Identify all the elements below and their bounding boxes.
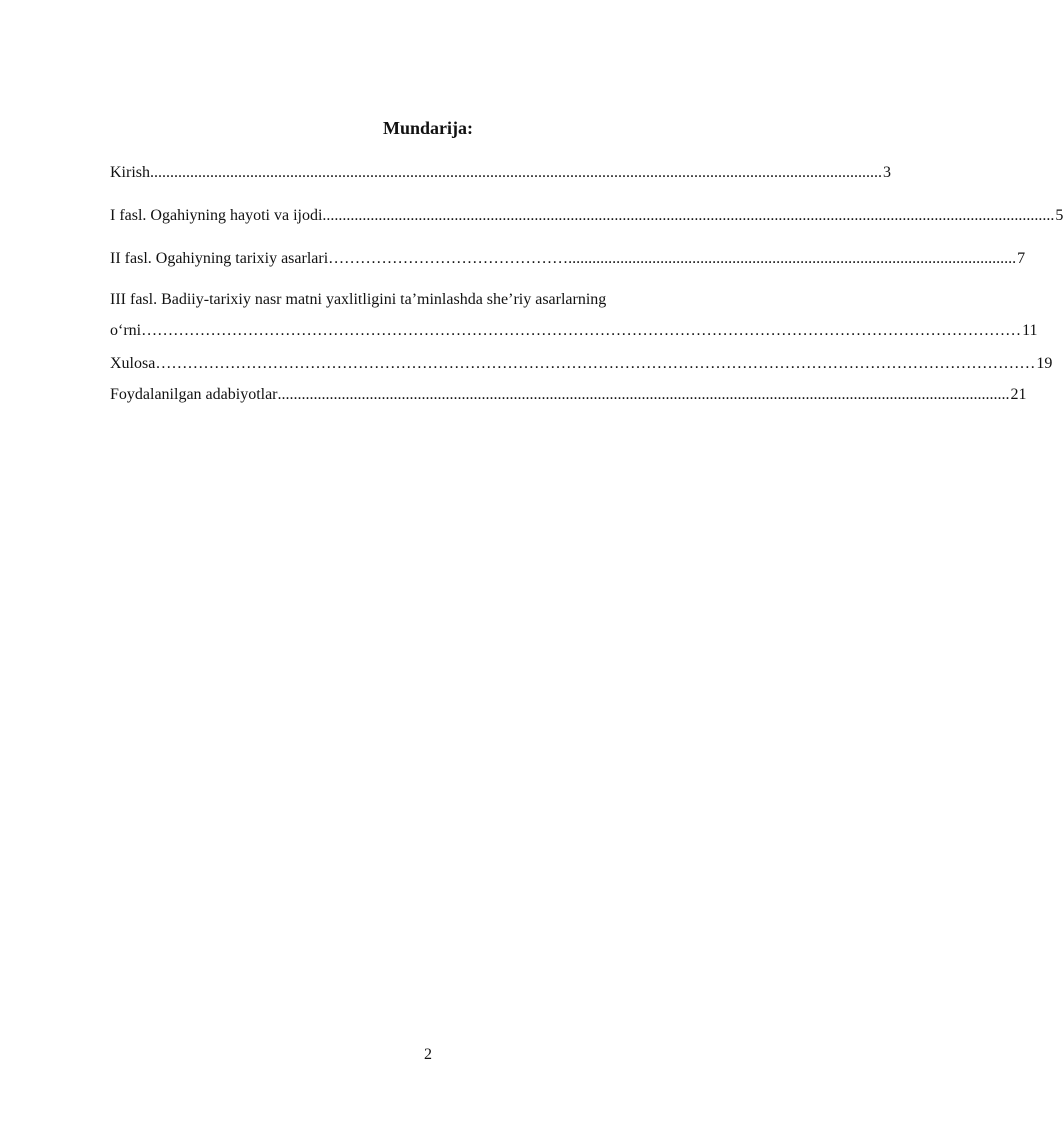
toc-entry-page: 11 <box>1022 322 1038 339</box>
toc-entry-label: II fasl. Ogahiyning tarixiy asarlari <box>110 250 329 267</box>
toc-leader-dots: ....................................................................................................................................................................................... <box>322 207 1055 224</box>
toc-entry-page: 19 <box>1036 355 1053 372</box>
toc-leader-dots: ………………………………………………………………………………………………………………………………………………… <box>155 355 1036 372</box>
page-number: 2 <box>424 1046 432 1063</box>
toc-entry-chapter-1[interactable] <box>110 203 1063 229</box>
toc-entry-bibliography[interactable] <box>110 382 1027 408</box>
toc-leader-dots: ………………………………………………………………………………………………………………………………………………… <box>141 322 1022 339</box>
toc-leader-dots: ....................................................................................................................................................................................... <box>277 386 1010 403</box>
toc-leader-dots: ....................................................................................................................................................................................... <box>150 164 882 181</box>
toc-entry-chapter-3[interactable] <box>110 318 1038 344</box>
toc-heading: Mundarija: <box>383 118 473 138</box>
toc-entry-chapter-2[interactable] <box>110 246 1026 272</box>
toc-entry-label: Kirish <box>110 164 150 181</box>
toc-entry-label: Foydalanilgan adabiyotlar <box>110 386 278 403</box>
toc-entry-xulosa[interactable] <box>110 351 1053 377</box>
toc-entry-kirish[interactable] <box>110 160 891 186</box>
toc-entry-label: o‘rni <box>110 322 142 339</box>
toc-entry-page: 5 <box>1055 207 1063 224</box>
toc-entry-label: I fasl. Ogahiyning hayoti va ijodi <box>110 207 323 224</box>
toc-entry-page: 7 <box>1017 250 1026 267</box>
toc-entry-chapter-3-line1[interactable]: III fasl. Badiiy-tarixiy nasr matni yaxlitligini ta’minlashda she’riy asarlarning <box>110 291 607 308</box>
toc-entry-page: 3 <box>883 164 891 181</box>
toc-entry-page: 21 <box>1010 386 1027 403</box>
toc-leader-dots: ………………………………………................................................................................................................ <box>328 250 1017 267</box>
toc-entry-label: Xulosa <box>110 355 156 372</box>
